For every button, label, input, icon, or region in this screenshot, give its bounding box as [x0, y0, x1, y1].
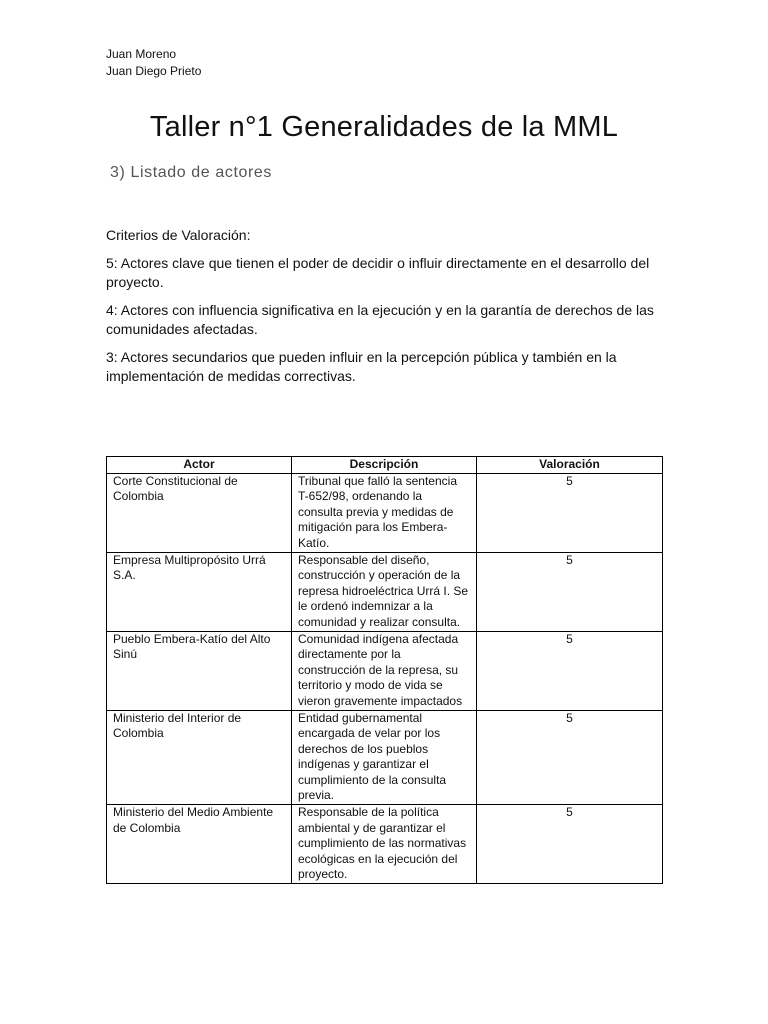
criteria-item: 5: Actores clave que tienen el poder de decidir o influir directamente en el desarrollo del proyecto.	[106, 255, 650, 290]
rating-cell: 5	[477, 552, 663, 631]
rating-cell: 5	[477, 473, 663, 552]
criteria-heading: Criterios de Valoración:	[106, 227, 251, 243]
author-name: Juan Moreno	[106, 47, 177, 61]
table-row	[107, 473, 663, 552]
description-cell: Responsable de la política ambiental y de garantizar el cumplimiento de las normativas ecológicas en la ejecución del proyecto.	[292, 805, 477, 884]
table-header-row	[107, 457, 663, 474]
column-header-descripcion: Descripción	[292, 457, 477, 474]
rating-cell: 5	[477, 631, 663, 710]
page-title: Taller n°1 Generalidades de la MML	[149, 111, 619, 144]
column-header-valoracion: Valoración	[477, 457, 663, 474]
criteria-item: 4: Actores con influencia significativa en la ejecución y en la garantía de derechos de las comunidades afectadas.	[106, 302, 654, 337]
actor-cell: Ministerio del Interior de Colombia	[107, 710, 292, 805]
table-row	[107, 631, 663, 710]
criteria-item: 3: Actores secundarios que pueden influir en la percepción pública y también en la implementación de medidas correctivas.	[106, 349, 617, 384]
actor-cell: Empresa Multipropósito Urrá S.A.	[107, 552, 292, 631]
rating-cell: 5	[477, 710, 663, 805]
criteria-section	[106, 226, 666, 395]
table-row	[107, 805, 663, 884]
description-cell: Responsable del diseño, construcción y operación de la represa hidroeléctrica Urrá I. Se le ordenó indemnizar a la comunidad y realizar consulta.	[292, 552, 477, 631]
column-header-actor: Actor	[107, 457, 292, 474]
section-heading: 3) Listado de actores	[110, 164, 273, 181]
rating-cell: 5	[477, 805, 663, 884]
actor-cell: Ministerio del Medio Ambiente de Colombia	[107, 805, 292, 884]
authors-block	[106, 46, 201, 80]
actor-cell: Corte Constitucional de Colombia	[107, 473, 292, 552]
description-cell: Tribunal que falló la sentencia T-652/98, ordenando la consulta previa y medidas de mitigación para los Embera-Katío.	[292, 473, 477, 552]
table-row	[107, 552, 663, 631]
author-name: Juan Diego Prieto	[106, 64, 202, 78]
actors-table	[106, 456, 663, 884]
table-row	[107, 710, 663, 805]
description-cell: Comunidad indígena afectada directamente por la construcción de la represa, su territorio y modo de vida se vieron gravemente impactados	[292, 631, 477, 710]
actor-cell: Pueblo Embera-Katío del Alto Sinú	[107, 631, 292, 710]
description-cell: Entidad gubernamental encargada de velar por los derechos de los pueblos indígenas y garantizar el cumplimiento de la consulta previa.	[292, 710, 477, 805]
